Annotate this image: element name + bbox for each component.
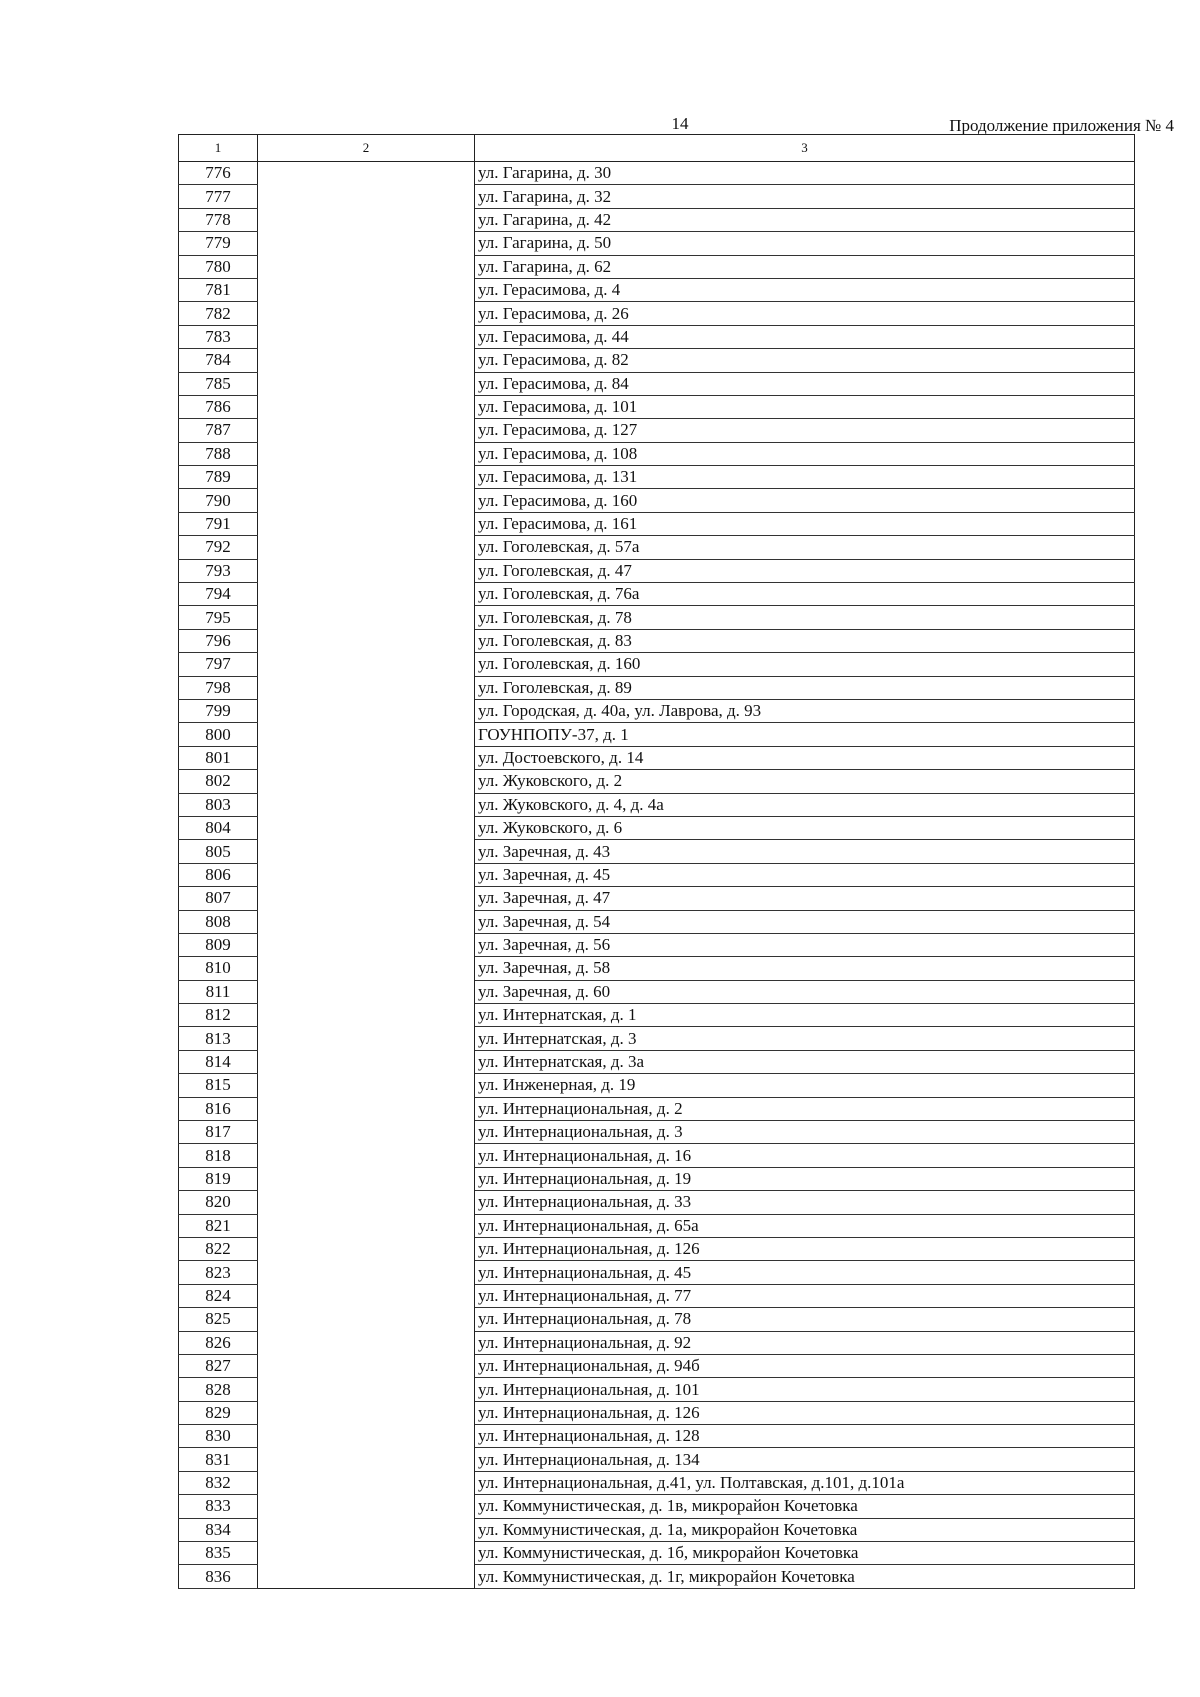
empty-column-2-cell <box>258 816 475 839</box>
address-cell: ул. Интернациональная, д. 101 <box>475 1378 1135 1401</box>
address-cell: ул. Интернациональная, д. 45 <box>475 1261 1135 1284</box>
row-number-cell: 805 <box>179 840 258 863</box>
row-number-cell: 830 <box>179 1425 258 1448</box>
table-row <box>179 372 1135 395</box>
empty-column-2-cell <box>258 676 475 699</box>
row-number-cell: 798 <box>179 676 258 699</box>
empty-column-2-cell <box>258 1565 475 1588</box>
empty-column-2-cell <box>258 980 475 1003</box>
empty-column-2-cell <box>258 466 475 489</box>
row-number-cell: 833 <box>179 1495 258 1518</box>
empty-column-2-cell <box>258 278 475 301</box>
empty-column-2-cell <box>258 1191 475 1214</box>
row-number-cell: 802 <box>179 770 258 793</box>
table-row <box>179 1074 1135 1097</box>
empty-column-2-cell <box>258 1144 475 1167</box>
table-row <box>179 1050 1135 1073</box>
table-row <box>179 559 1135 582</box>
address-cell: ул. Герасимова, д. 84 <box>475 372 1135 395</box>
table-row <box>179 653 1135 676</box>
address-table <box>178 134 1135 1589</box>
table-row <box>179 1331 1135 1354</box>
table-row <box>179 980 1135 1003</box>
table-row <box>179 1097 1135 1120</box>
empty-column-2-cell <box>258 1471 475 1494</box>
table-row <box>179 325 1135 348</box>
row-number-cell: 786 <box>179 395 258 418</box>
empty-column-2-cell <box>258 770 475 793</box>
table-row <box>179 1237 1135 1260</box>
address-cell: ул. Интернациональная, д.41, ул. Полтавская, д.101, д.101а <box>475 1471 1135 1494</box>
empty-column-2-cell <box>258 1237 475 1260</box>
address-cell: ул. Заречная, д. 56 <box>475 933 1135 956</box>
address-cell: ул. Коммунистическая, д. 1а, микрорайон Кочетовка <box>475 1518 1135 1541</box>
row-number-cell: 807 <box>179 887 258 910</box>
table-row <box>179 208 1135 231</box>
row-number-cell: 797 <box>179 653 258 676</box>
table-row <box>179 185 1135 208</box>
table-row <box>179 746 1135 769</box>
table-row <box>179 1261 1135 1284</box>
column-header-1: 1 <box>179 135 258 162</box>
table-row <box>179 349 1135 372</box>
empty-column-2-cell <box>258 1167 475 1190</box>
row-number-cell: 825 <box>179 1308 258 1331</box>
row-number-cell: 819 <box>179 1167 258 1190</box>
empty-column-2-cell <box>258 255 475 278</box>
row-number-cell: 792 <box>179 536 258 559</box>
table-row <box>179 676 1135 699</box>
empty-column-2-cell <box>258 208 475 231</box>
empty-column-2-cell <box>258 162 475 185</box>
row-number-cell: 776 <box>179 162 258 185</box>
row-number-cell: 794 <box>179 583 258 606</box>
table-row <box>179 793 1135 816</box>
address-cell: ул. Гагарина, д. 50 <box>475 232 1135 255</box>
empty-column-2-cell <box>258 1495 475 1518</box>
address-cell: ул. Жуковского, д. 4, д. 4а <box>475 793 1135 816</box>
table-row <box>179 933 1135 956</box>
address-cell: ул. Гоголевская, д. 89 <box>475 676 1135 699</box>
table-row <box>179 232 1135 255</box>
table-row <box>179 1471 1135 1494</box>
row-number-cell: 821 <box>179 1214 258 1237</box>
address-cell: ул. Заречная, д. 45 <box>475 863 1135 886</box>
table-row <box>179 512 1135 535</box>
table-row <box>179 863 1135 886</box>
row-number-cell: 814 <box>179 1050 258 1073</box>
table-row <box>179 1448 1135 1471</box>
table-row <box>179 1004 1135 1027</box>
address-cell: ул. Инженерная, д. 19 <box>475 1074 1135 1097</box>
table-row <box>179 699 1135 722</box>
empty-column-2-cell <box>258 1448 475 1471</box>
table-row <box>179 1378 1135 1401</box>
address-cell: ул. Коммунистическая, д. 1г, микрорайон Кочетовка <box>475 1565 1135 1588</box>
row-number-cell: 789 <box>179 466 258 489</box>
empty-column-2-cell <box>258 1401 475 1424</box>
row-number-cell: 809 <box>179 933 258 956</box>
empty-column-2-cell <box>258 1518 475 1541</box>
row-number-cell: 778 <box>179 208 258 231</box>
empty-column-2-cell <box>258 349 475 372</box>
table-body <box>179 162 1135 1589</box>
empty-column-2-cell <box>258 887 475 910</box>
empty-column-2-cell <box>258 606 475 629</box>
address-cell: ул. Интернациональная, д. 126 <box>475 1401 1135 1424</box>
row-number-cell: 777 <box>179 185 258 208</box>
row-number-cell: 831 <box>179 1448 258 1471</box>
table-row <box>179 1121 1135 1144</box>
address-cell: ул. Интернациональная, д. 16 <box>475 1144 1135 1167</box>
address-cell: ул. Коммунистическая, д. 1в, микрорайон Кочетовка <box>475 1495 1135 1518</box>
table-row <box>179 302 1135 325</box>
empty-column-2-cell <box>258 512 475 535</box>
row-number-cell: 835 <box>179 1542 258 1565</box>
row-number-cell: 787 <box>179 419 258 442</box>
address-cell: ул. Достоевского, д. 14 <box>475 746 1135 769</box>
column-header-3: 3 <box>475 135 1135 162</box>
row-number-cell: 808 <box>179 910 258 933</box>
empty-column-2-cell <box>258 559 475 582</box>
empty-column-2-cell <box>258 1121 475 1144</box>
table-row <box>179 1425 1135 1448</box>
row-number-cell: 818 <box>179 1144 258 1167</box>
address-cell: ул. Интернациональная, д. 128 <box>475 1425 1135 1448</box>
address-cell: ул. Интернациональная, д. 19 <box>475 1167 1135 1190</box>
row-number-cell: 817 <box>179 1121 258 1144</box>
empty-column-2-cell <box>258 442 475 465</box>
row-number-cell: 781 <box>179 278 258 301</box>
table-row <box>179 629 1135 652</box>
empty-column-2-cell <box>258 746 475 769</box>
address-cell: ул. Интернациональная, д. 126 <box>475 1237 1135 1260</box>
row-number-cell: 795 <box>179 606 258 629</box>
address-cell: ул. Гоголевская, д. 78 <box>475 606 1135 629</box>
address-cell: ГОУНПОПУ-37, д. 1 <box>475 723 1135 746</box>
row-number-cell: 826 <box>179 1331 258 1354</box>
row-number-cell: 791 <box>179 512 258 535</box>
address-cell: ул. Интернациональная, д. 65а <box>475 1214 1135 1237</box>
table-row <box>179 278 1135 301</box>
empty-column-2-cell <box>258 536 475 559</box>
page-number: 14 <box>671 114 689 133</box>
empty-column-2-cell <box>258 232 475 255</box>
table-row <box>179 583 1135 606</box>
row-number-cell: 804 <box>179 816 258 839</box>
row-number-cell: 803 <box>179 793 258 816</box>
row-number-cell: 784 <box>179 349 258 372</box>
address-cell: ул. Герасимова, д. 108 <box>475 442 1135 465</box>
table-row <box>179 910 1135 933</box>
row-number-cell: 816 <box>179 1097 258 1120</box>
row-number-cell: 812 <box>179 1004 258 1027</box>
address-cell: ул. Интернациональная, д. 77 <box>475 1284 1135 1307</box>
address-cell: ул. Гоголевская, д. 160 <box>475 653 1135 676</box>
empty-column-2-cell <box>258 863 475 886</box>
table-row <box>179 162 1135 185</box>
table-row <box>179 395 1135 418</box>
address-cell: ул. Герасимова, д. 82 <box>475 349 1135 372</box>
empty-column-2-cell <box>258 1425 475 1448</box>
table-row <box>179 255 1135 278</box>
address-cell: ул. Заречная, д. 58 <box>475 957 1135 980</box>
row-number-cell: 822 <box>179 1237 258 1260</box>
address-cell: ул. Гоголевская, д. 47 <box>475 559 1135 582</box>
address-cell: ул. Интернатская, д. 1 <box>475 1004 1135 1027</box>
row-number-cell: 800 <box>179 723 258 746</box>
row-number-cell: 810 <box>179 957 258 980</box>
table-row <box>179 1565 1135 1588</box>
empty-column-2-cell <box>258 723 475 746</box>
table-row <box>179 887 1135 910</box>
row-number-cell: 790 <box>179 489 258 512</box>
address-cell: ул. Герасимова, д. 160 <box>475 489 1135 512</box>
empty-column-2-cell <box>258 933 475 956</box>
row-number-cell: 820 <box>179 1191 258 1214</box>
table-row <box>179 1027 1135 1050</box>
address-cell: ул. Интернациональная, д. 3 <box>475 1121 1135 1144</box>
header-row <box>179 135 1135 162</box>
address-cell: ул. Интернациональная, д. 2 <box>475 1097 1135 1120</box>
empty-column-2-cell <box>258 1542 475 1565</box>
row-number-cell: 801 <box>179 746 258 769</box>
table-row <box>179 1542 1135 1565</box>
table-row <box>179 419 1135 442</box>
address-cell: ул. Гоголевская, д. 57а <box>475 536 1135 559</box>
empty-column-2-cell <box>258 302 475 325</box>
address-cell: ул. Гоголевская, д. 76а <box>475 583 1135 606</box>
address-cell: ул. Заречная, д. 43 <box>475 840 1135 863</box>
table-row <box>179 1308 1135 1331</box>
address-cell: ул. Гоголевская, д. 83 <box>475 629 1135 652</box>
appendix-continuation-note: Продолжение приложения № 4 <box>949 116 1174 135</box>
row-number-cell: 815 <box>179 1074 258 1097</box>
address-cell: ул. Гагарина, д. 62 <box>475 255 1135 278</box>
address-cell: ул. Жуковского, д. 6 <box>475 816 1135 839</box>
empty-column-2-cell <box>258 1027 475 1050</box>
address-cell: ул. Интернатская, д. 3а <box>475 1050 1135 1073</box>
row-number-cell: 811 <box>179 980 258 1003</box>
row-number-cell: 806 <box>179 863 258 886</box>
row-number-cell: 793 <box>179 559 258 582</box>
address-cell: ул. Интернациональная, д. 78 <box>475 1308 1135 1331</box>
empty-column-2-cell <box>258 185 475 208</box>
empty-column-2-cell <box>258 653 475 676</box>
empty-column-2-cell <box>258 910 475 933</box>
address-cell: ул. Герасимова, д. 4 <box>475 278 1135 301</box>
empty-column-2-cell <box>258 583 475 606</box>
empty-column-2-cell <box>258 1354 475 1377</box>
row-number-cell: 779 <box>179 232 258 255</box>
address-cell: ул. Герасимова, д. 127 <box>475 419 1135 442</box>
empty-column-2-cell <box>258 1050 475 1073</box>
address-cell: ул. Интернациональная, д. 94б <box>475 1354 1135 1377</box>
address-cell: ул. Городская, д. 40а, ул. Лаврова, д. 93 <box>475 699 1135 722</box>
table-row <box>179 536 1135 559</box>
empty-column-2-cell <box>258 793 475 816</box>
address-cell: ул. Жуковского, д. 2 <box>475 770 1135 793</box>
table-row <box>179 1167 1135 1190</box>
table-row <box>179 1144 1135 1167</box>
address-cell: ул. Заречная, д. 47 <box>475 887 1135 910</box>
empty-column-2-cell <box>258 699 475 722</box>
row-number-cell: 823 <box>179 1261 258 1284</box>
empty-column-2-cell <box>258 957 475 980</box>
address-cell: ул. Гагарина, д. 32 <box>475 185 1135 208</box>
table-row <box>179 1214 1135 1237</box>
address-cell: ул. Интернациональная, д. 134 <box>475 1448 1135 1471</box>
row-number-cell: 780 <box>179 255 258 278</box>
row-number-cell: 824 <box>179 1284 258 1307</box>
table-row <box>179 1495 1135 1518</box>
empty-column-2-cell <box>258 1214 475 1237</box>
address-cell: ул. Заречная, д. 60 <box>475 980 1135 1003</box>
table-row <box>179 606 1135 629</box>
row-number-cell: 836 <box>179 1565 258 1588</box>
empty-column-2-cell <box>258 395 475 418</box>
row-number-cell: 829 <box>179 1401 258 1424</box>
table-row <box>179 723 1135 746</box>
table-row <box>179 466 1135 489</box>
table-header <box>179 135 1135 162</box>
empty-column-2-cell <box>258 419 475 442</box>
address-cell: ул. Интернациональная, д. 92 <box>475 1331 1135 1354</box>
address-cell: ул. Герасимова, д. 131 <box>475 466 1135 489</box>
table-row <box>179 770 1135 793</box>
row-number-cell: 782 <box>179 302 258 325</box>
table-row <box>179 840 1135 863</box>
row-number-cell: 783 <box>179 325 258 348</box>
row-number-cell: 834 <box>179 1518 258 1541</box>
address-cell: ул. Заречная, д. 54 <box>475 910 1135 933</box>
address-cell: ул. Интернатская, д. 3 <box>475 1027 1135 1050</box>
empty-column-2-cell <box>258 1097 475 1120</box>
address-cell: ул. Герасимова, д. 101 <box>475 395 1135 418</box>
empty-column-2-cell <box>258 1308 475 1331</box>
empty-column-2-cell <box>258 1331 475 1354</box>
empty-column-2-cell <box>258 1261 475 1284</box>
row-number-cell: 813 <box>179 1027 258 1050</box>
table-row <box>179 1401 1135 1424</box>
table-row <box>179 1518 1135 1541</box>
empty-column-2-cell <box>258 629 475 652</box>
table-row <box>179 489 1135 512</box>
row-number-cell: 828 <box>179 1378 258 1401</box>
table-row <box>179 1284 1135 1307</box>
empty-column-2-cell <box>258 840 475 863</box>
address-cell: ул. Герасимова, д. 161 <box>475 512 1135 535</box>
table-row <box>179 1191 1135 1214</box>
empty-column-2-cell <box>258 372 475 395</box>
row-number-cell: 788 <box>179 442 258 465</box>
empty-column-2-cell <box>258 1004 475 1027</box>
row-number-cell: 785 <box>179 372 258 395</box>
address-cell: ул. Коммунистическая, д. 1б, микрорайон Кочетовка <box>475 1542 1135 1565</box>
table-row <box>179 442 1135 465</box>
table-row <box>179 816 1135 839</box>
column-header-2: 2 <box>258 135 475 162</box>
address-cell: ул. Гагарина, д. 30 <box>475 162 1135 185</box>
empty-column-2-cell <box>258 1074 475 1097</box>
table-row <box>179 957 1135 980</box>
address-cell: ул. Герасимова, д. 44 <box>475 325 1135 348</box>
row-number-cell: 799 <box>179 699 258 722</box>
row-number-cell: 832 <box>179 1471 258 1494</box>
address-cell: ул. Гагарина, д. 42 <box>475 208 1135 231</box>
address-cell: ул. Интернациональная, д. 33 <box>475 1191 1135 1214</box>
empty-column-2-cell <box>258 489 475 512</box>
empty-column-2-cell <box>258 1284 475 1307</box>
empty-column-2-cell <box>258 1378 475 1401</box>
address-cell: ул. Герасимова, д. 26 <box>475 302 1135 325</box>
table-row <box>179 1354 1135 1377</box>
empty-column-2-cell <box>258 325 475 348</box>
row-number-cell: 827 <box>179 1354 258 1377</box>
row-number-cell: 796 <box>179 629 258 652</box>
